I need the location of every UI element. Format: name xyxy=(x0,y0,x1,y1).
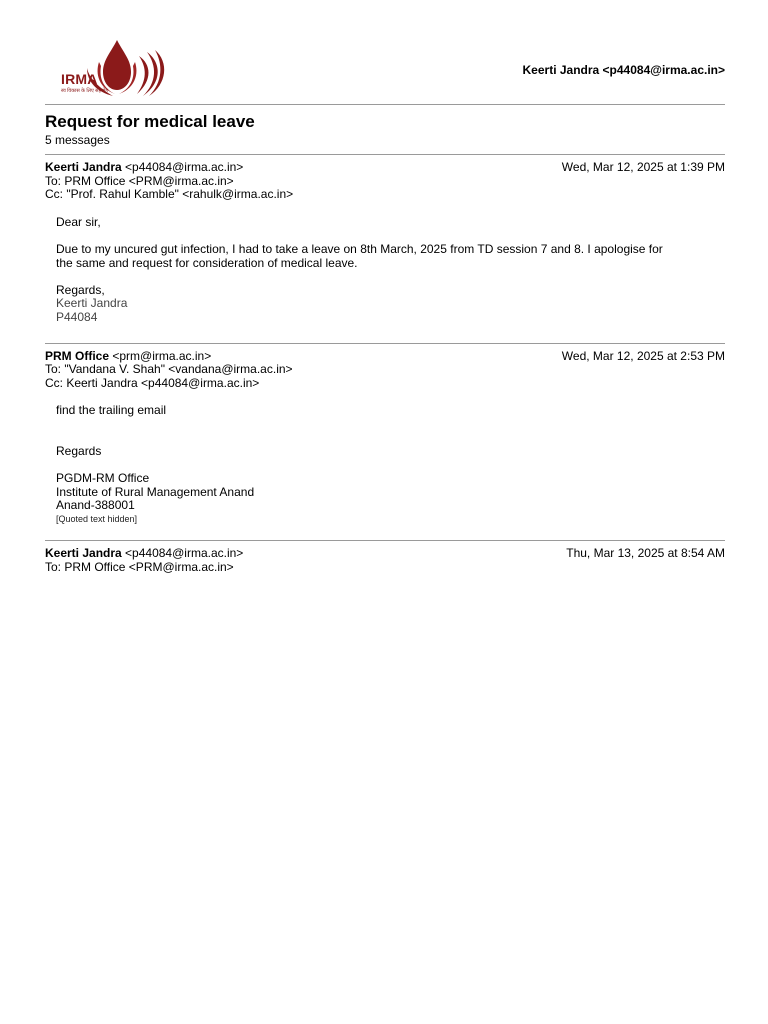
recipient-to: To: PRM Office <PRM@irma.ac.in> xyxy=(45,560,234,575)
message-header xyxy=(45,161,725,202)
signature-line: PGDM-RM Office xyxy=(56,471,150,486)
logo-tagline: स्व विकास के लिए सहयोग xyxy=(61,88,109,94)
message-1 xyxy=(45,155,725,343)
greeting: Dear sir, xyxy=(56,214,101,229)
irma-logo xyxy=(59,38,169,100)
signature-name: Keerti Jandra xyxy=(56,296,128,311)
thread-subject: Request for medical leave xyxy=(45,112,255,131)
account-identity: Keerti Jandra <p44084@irma.ac.in> xyxy=(522,63,725,77)
body-line: the same and request for consideration of medical leave. xyxy=(56,255,358,270)
email-print-page xyxy=(45,0,725,575)
recipient-cc: Cc: "Prof. Rahul Kamble" <rahulk@irma.ac.in> xyxy=(45,187,294,202)
recipient-cc: Cc: Keerti Jandra <p44084@irma.ac.in> xyxy=(45,375,260,390)
recipient-to: To: "Vandana V. Shah" <vandana@irma.ac.in> xyxy=(45,362,293,377)
signature-id: P44084 xyxy=(56,309,98,324)
message-body xyxy=(45,202,725,325)
sender-email[interactable]: <p44084@irma.ac.in> xyxy=(125,546,244,561)
message-header xyxy=(45,350,725,391)
closing: Regards xyxy=(56,443,102,458)
message-2 xyxy=(45,343,725,541)
sender-email[interactable]: <p44084@irma.ac.in> xyxy=(125,160,244,174)
sender-name: PRM Office xyxy=(45,348,110,363)
recipient-to: To: PRM Office <PRM@irma.ac.in> xyxy=(45,173,234,188)
message-3 xyxy=(45,540,725,574)
print-header xyxy=(45,0,725,105)
logo-text: IRMA xyxy=(61,71,98,87)
message-header xyxy=(45,547,725,574)
message-body xyxy=(45,390,725,526)
message-date: Wed, Mar 12, 2025 at 2:53 PM xyxy=(561,348,725,363)
signature-line: Anand-388001 xyxy=(56,498,135,513)
sender-name: Keerti Jandra xyxy=(45,160,122,174)
message-count: 5 messages xyxy=(45,132,725,155)
closing: Regards, xyxy=(56,282,105,297)
sender-email[interactable]: <prm@irma.ac.in> xyxy=(112,348,212,363)
signature-line: Institute of Rural Management Anand xyxy=(56,484,255,499)
body-line: find the trailing email xyxy=(56,403,167,418)
quoted-text-hidden[interactable]: [Quoted text hidden] xyxy=(56,513,138,524)
body-line: Due to my uncured gut infection, I had to take a leave on 8th March, 2025 from TD session 7 and 8. I apologise for xyxy=(56,241,663,256)
sender-name: Keerti Jandra xyxy=(45,546,122,561)
message-date: Wed, Mar 12, 2025 at 1:39 PM xyxy=(561,160,725,174)
message-date: Thu, Mar 13, 2025 at 8:54 AM xyxy=(566,546,725,561)
